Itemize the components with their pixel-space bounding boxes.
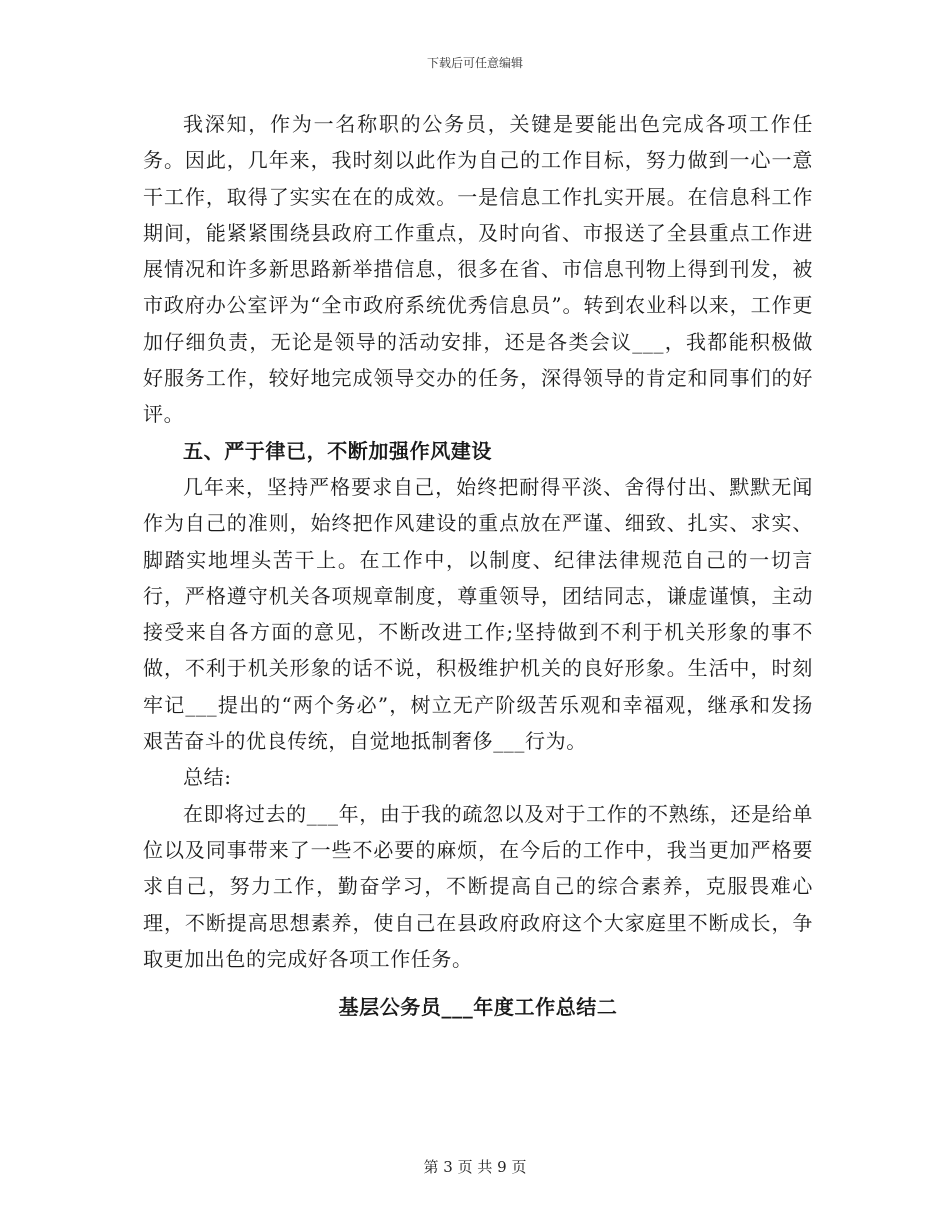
paragraph-summary: 在即将过去的___年，由于我的疏忽以及对于工作的不熟练，还是给单位以及同事带来了一些不必要的麻烦，在今后的工作中，我当更加严格要求自己，努力工作，勤奋学习，不断提高自己的综合素养，克服畏难心理，不断提高思想素养，使自己在县政府政府这个大家庭里不断成长，争取更加出色的完成好各项工作任务。 xyxy=(143,801,813,971)
page-header: 下载后可任意编辑 xyxy=(426,56,523,70)
summary-label: 总结: xyxy=(183,765,232,790)
paragraph-work-achievements: 我深知，作为一名称职的公务员，关键是要能出色完成各项工作任务。因此，几年来，我时刻以此作为自己的工作目标，努力做到一心一意干工作，取得了实实在在的成效。一是信息工作扎实开展。在信息科工作期间，能紧紧围绕县政府工作重点，及时向省、市报送了全县重点工作进展情况和许多新思路新举措信息，很多在省、市信息刊物上得到刊发，被市政府办公室评为“全市政府系统优秀信息员”。转到农业科以来，工作更加仔细负责，无论是领导的活动安排，还是各类会议___，我都能积极做好服务工作，较好地完成领导交办的任务，深得领导的肯定和同事们的好评。 xyxy=(143,112,813,427)
document-body xyxy=(143,106,813,1025)
section-heading-discipline: 五、严于律已，不断加强作风建设 xyxy=(183,438,492,463)
next-document-title: 基层公务员___年度工作总结二 xyxy=(338,995,618,1020)
paragraph-work-style: 几年来，坚持严格要求自己，始终把耐得平淡、舍得付出、默默无闻作为自己的准则，始终把作风建设的重点放在严谨、细致、扎实、求实、脚踏实地埋头苦干上。在工作中，以制度、纪律法律规范自己的一切言行，严格遵守机关各项规章制度，尊重领导，团结同志，谦虚谨慎，主动接受来自各方面的意见，不断改进工作;坚持做到不利于机关形象的事不做，不利于机关形象的话不说，积极维护机关的良好形象。生活中，时刻牢记___提出的“两个务必”，树立无产阶级苦乐观和幸福观，继承和发扬艰苦奋斗的优良传统，自觉地抵制奢侈___行为。 xyxy=(143,474,813,754)
page-number: 第 3 页 共 9 页 xyxy=(423,1158,527,1176)
